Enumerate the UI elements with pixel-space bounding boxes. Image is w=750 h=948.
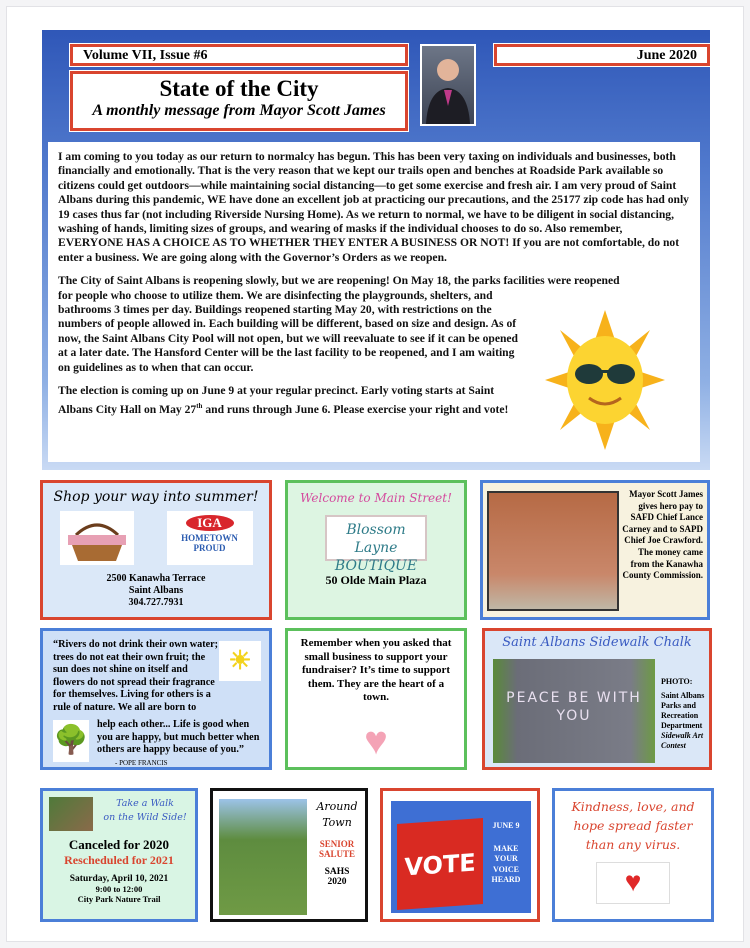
- letter-paragraph: for people who choose to utilize them. We are disinfecting the playgrounds, shelters, and bathrooms 3 times per day. Buildings reopened starting May 20, with restrictions on the numbers of people allowed in. Each building will be different, based on size and design. As of now, the Saint Albans City Pool will not open, but we will reevaluate to see if it can be opened at a later date. The Hansford Center will be the last facility to be reopened, and I am waiting on guidelines as to when that can occur.: [58, 288, 519, 374]
- walk-time: 9:00 to 12:00: [95, 884, 143, 894]
- hero-pay-caption: Mayor Scott James gives hero pay to SAFD Chief Lance Carney and to SAPD Chief Joe Crawford. The money came from the Kanawha County Commission.: [622, 489, 703, 581]
- sun-icon: ☀: [219, 641, 261, 681]
- issue-date: June 2020: [494, 44, 710, 66]
- winged-heart-icon: ♥: [596, 862, 670, 904]
- walk-date: Saturday, April 10, 2021: [69, 874, 169, 884]
- title-box: [70, 71, 408, 131]
- letter-paragraph: The City of Saint Albans is reopening slowly, but we are reopening! On May 18, the parks facilities were reopened: [58, 274, 620, 288]
- chalk-credit: PHOTO: Saint Albans Parks and Recreation Department Sidewalk Art Contest: [661, 677, 705, 750]
- picnic-basket-icon: [60, 511, 134, 565]
- vote-text: JUNE 9 MAKE YOUR VOICE HEARD: [491, 821, 521, 884]
- wild-side-walk-event: [40, 788, 198, 922]
- walk-heading: Take a Walk on the Wild Side!: [103, 798, 187, 823]
- letter-paragraph: I am coming to you today as our return to normalcy has begun. This has been very taxing on individuals and businesses, both financially and emotionally. That is the very reason that we kept our trails open and benches at Roadside Park available so citizens could get outdoors—while maintaining social distancing—to get some exercise and fresh air. I am very proud of Saint Albans during this pandemic, WE have done an excellent job at practicing our precautions, and the 25177 zip code has had only 19 cases thus far (not including Riverside Nursing Home). As we return to normal, we have to be diligent in social distancing, washing of hands, limiting sizes of groups, and wearing of masks if the individual chooses to do so. Also remember, EVERYONE HAS A CHOICE AS TO WHETHER THEY ENTER A BUSINESS OR NOT! If you are not comfortable, do not enter a business. We are going along with the Governor’s Orders as we reopen.: [58, 150, 689, 264]
- iga-logo: IGA HOMETOWN PROUD: [167, 511, 253, 565]
- ballot-box-icon: VOTE: [397, 818, 483, 910]
- support-local-message: [285, 628, 467, 770]
- vote-reminder: [380, 788, 540, 922]
- iga-ad: [40, 480, 272, 620]
- iga-city: Saint Albans: [128, 585, 184, 596]
- kindness-text: Kindness, love, and hope spread faster than any virus.: [571, 799, 695, 852]
- letter-paragraph: The election is coming up on June 9 at your regular precinct. Early voting starts at Saint Albans City Hall on May 27th and runs through June 6. Please exercise your right and vote!: [58, 384, 509, 416]
- chalk-photo: PEACE BE WITH YOU: [493, 659, 655, 763]
- sun-sunglasses-icon: [545, 310, 665, 450]
- walk-place: City Park Nature Trail: [77, 894, 161, 904]
- sidewalk-chalk-feature: [482, 628, 712, 770]
- senior-salute-text: Around Town SENIOR SALUTE SAHS 2020: [316, 800, 358, 887]
- iga-phone: 304.727.7931: [128, 597, 184, 608]
- kindness-message: [552, 788, 714, 922]
- iga-heading: Shop your way into summer!: [53, 489, 259, 505]
- pope-francis-quote: [40, 628, 272, 770]
- walk-rescheduled: Rescheduled for 2021: [64, 853, 174, 867]
- blossom-layne-ad: [285, 480, 467, 620]
- iga-address: 2500 Kanawha Terrace: [106, 573, 206, 584]
- mayor-photo: [420, 44, 476, 126]
- hero-pay-photo: [487, 491, 619, 611]
- quote-text: “Rivers do not drink their own water; trees do not eat their own fruit; the sun does not shine on itself and flowers do not spread their fragrance for themselves. Living for others is a rule of nature. We all are born to: [53, 639, 219, 713]
- quote-text-continued: help each other... Life is good when you are happy, but much better when others are happy because of you.” - POPE FRANCIS: [97, 719, 260, 767]
- blossom-heading: Welcome to Main Street!: [300, 491, 452, 505]
- page-subtitle: A monthly message from Mayor Scott James: [92, 102, 386, 119]
- hero-pay-feature: [480, 480, 710, 620]
- senior-salute-photo: [219, 799, 307, 915]
- heart-icon: ♥: [364, 717, 388, 763]
- walk-canceled: Canceled for 2020: [68, 837, 170, 852]
- blossom-address: 50 Olde Main Plaza: [325, 573, 427, 587]
- support-text: Remember when you asked that small business to support your fundraiser? It’s time to support them. They are the heart of a town.: [300, 637, 452, 703]
- page-title: State of the City: [159, 76, 319, 101]
- senior-salute-feature: [210, 788, 368, 922]
- tree-icon: 🌳: [53, 720, 89, 762]
- nature-photo: [49, 797, 93, 831]
- chalk-heading: Saint Albans Sidewalk Chalk: [502, 635, 692, 650]
- volume-issue: Volume VII, Issue #6: [70, 44, 408, 66]
- blossom-logo: Blossom Layne BOUTIQUE: [325, 515, 427, 561]
